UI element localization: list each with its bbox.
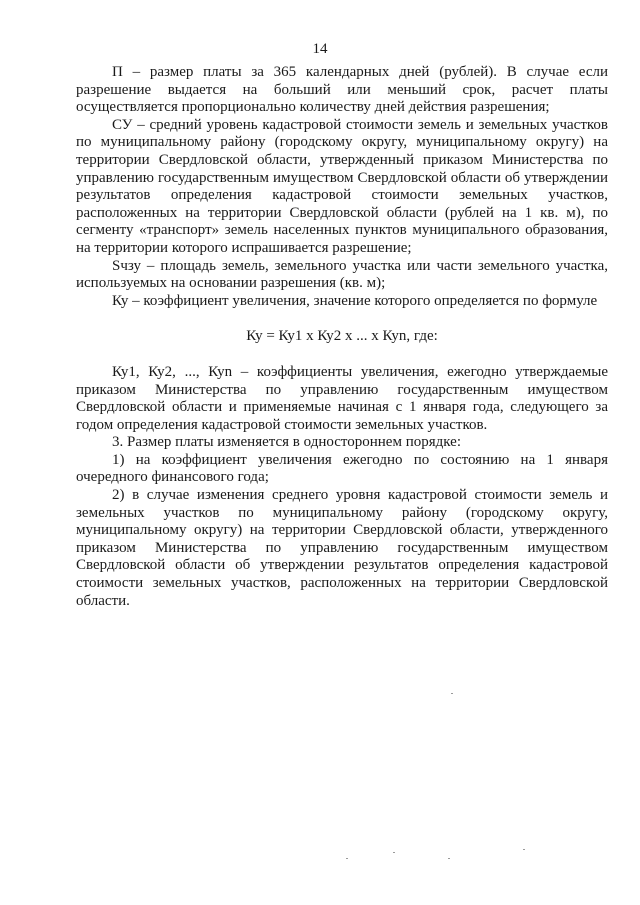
paragraph-subitem-2: 2) в случае изменения среднего уровня кадастровой стоимости земель и земельных участков по муниципальному району (городскому округу, муниципальному округу) на территории Свердловской области, утвержденного приказом Министерства по управлению государственным имуществом Свердловской области об утверждении результатов определения кадастровой стоимости земельных участков, расположенных на территории Свердловской области.	[76, 487, 608, 609]
document-body	[76, 64, 608, 610]
scan-speck	[448, 858, 450, 859]
scan-speck	[451, 693, 453, 694]
scan-speck	[346, 858, 348, 859]
paragraph-coefficients: Ку1, Ку2, ..., Куn – коэффициенты увеличения, ежегодно утверждаемые приказом Министерства по управлению государственным имуществом Свердловской области и применяемые начиная с 1 января года, следующего за годом определения кадастровой стоимости земельных участков.	[76, 363, 608, 433]
formula: Ку = Ку1 x Ку2 x ... x Куn, где:	[246, 328, 438, 345]
paragraph-fee-definition: П – размер платы за 365 календарных дней (рублей). В случае если разрешение выдается на больший или меньший срок, расчет платы осуществляется пропорционально количеству дней действия разрешения;	[76, 64, 608, 116]
paragraph-su-definition: СУ – средний уровень кадастровой стоимости земель и земельных участков по муниципальному району (городскому округу, муниципальному округу) на территории Свердловской области, утвержденный приказом Министерства по управлению государственным имуществом Свердловской области об утверждении результатов определения кадастровой стоимости земельных участков, расположенных на территории Свердловской области (рублей на 1 кв. м), по сегменту «транспорт» земель населенных пунктов муниципального образования, на территории которого испрашивается разрешение;	[76, 116, 608, 256]
paragraph-subitem-1: 1) на коэффициент увеличения ежегодно по состоянию на 1 января очередного финансового года;	[76, 451, 608, 486]
scan-speck	[523, 849, 525, 850]
paragraph-ku-definition: Ку – коэффициент увеличения, значение которого определяется по формуле	[112, 292, 598, 309]
paragraph-item-3: 3. Размер платы изменяется в одностороннем порядке:	[112, 434, 461, 451]
paragraph-area-definition: Sчзу – площадь земель, земельного участка или части земельного участка, используемых на основании разрешения (кв. м);	[76, 257, 608, 292]
scan-speck	[393, 852, 395, 853]
page-number: 14	[312, 41, 328, 57]
